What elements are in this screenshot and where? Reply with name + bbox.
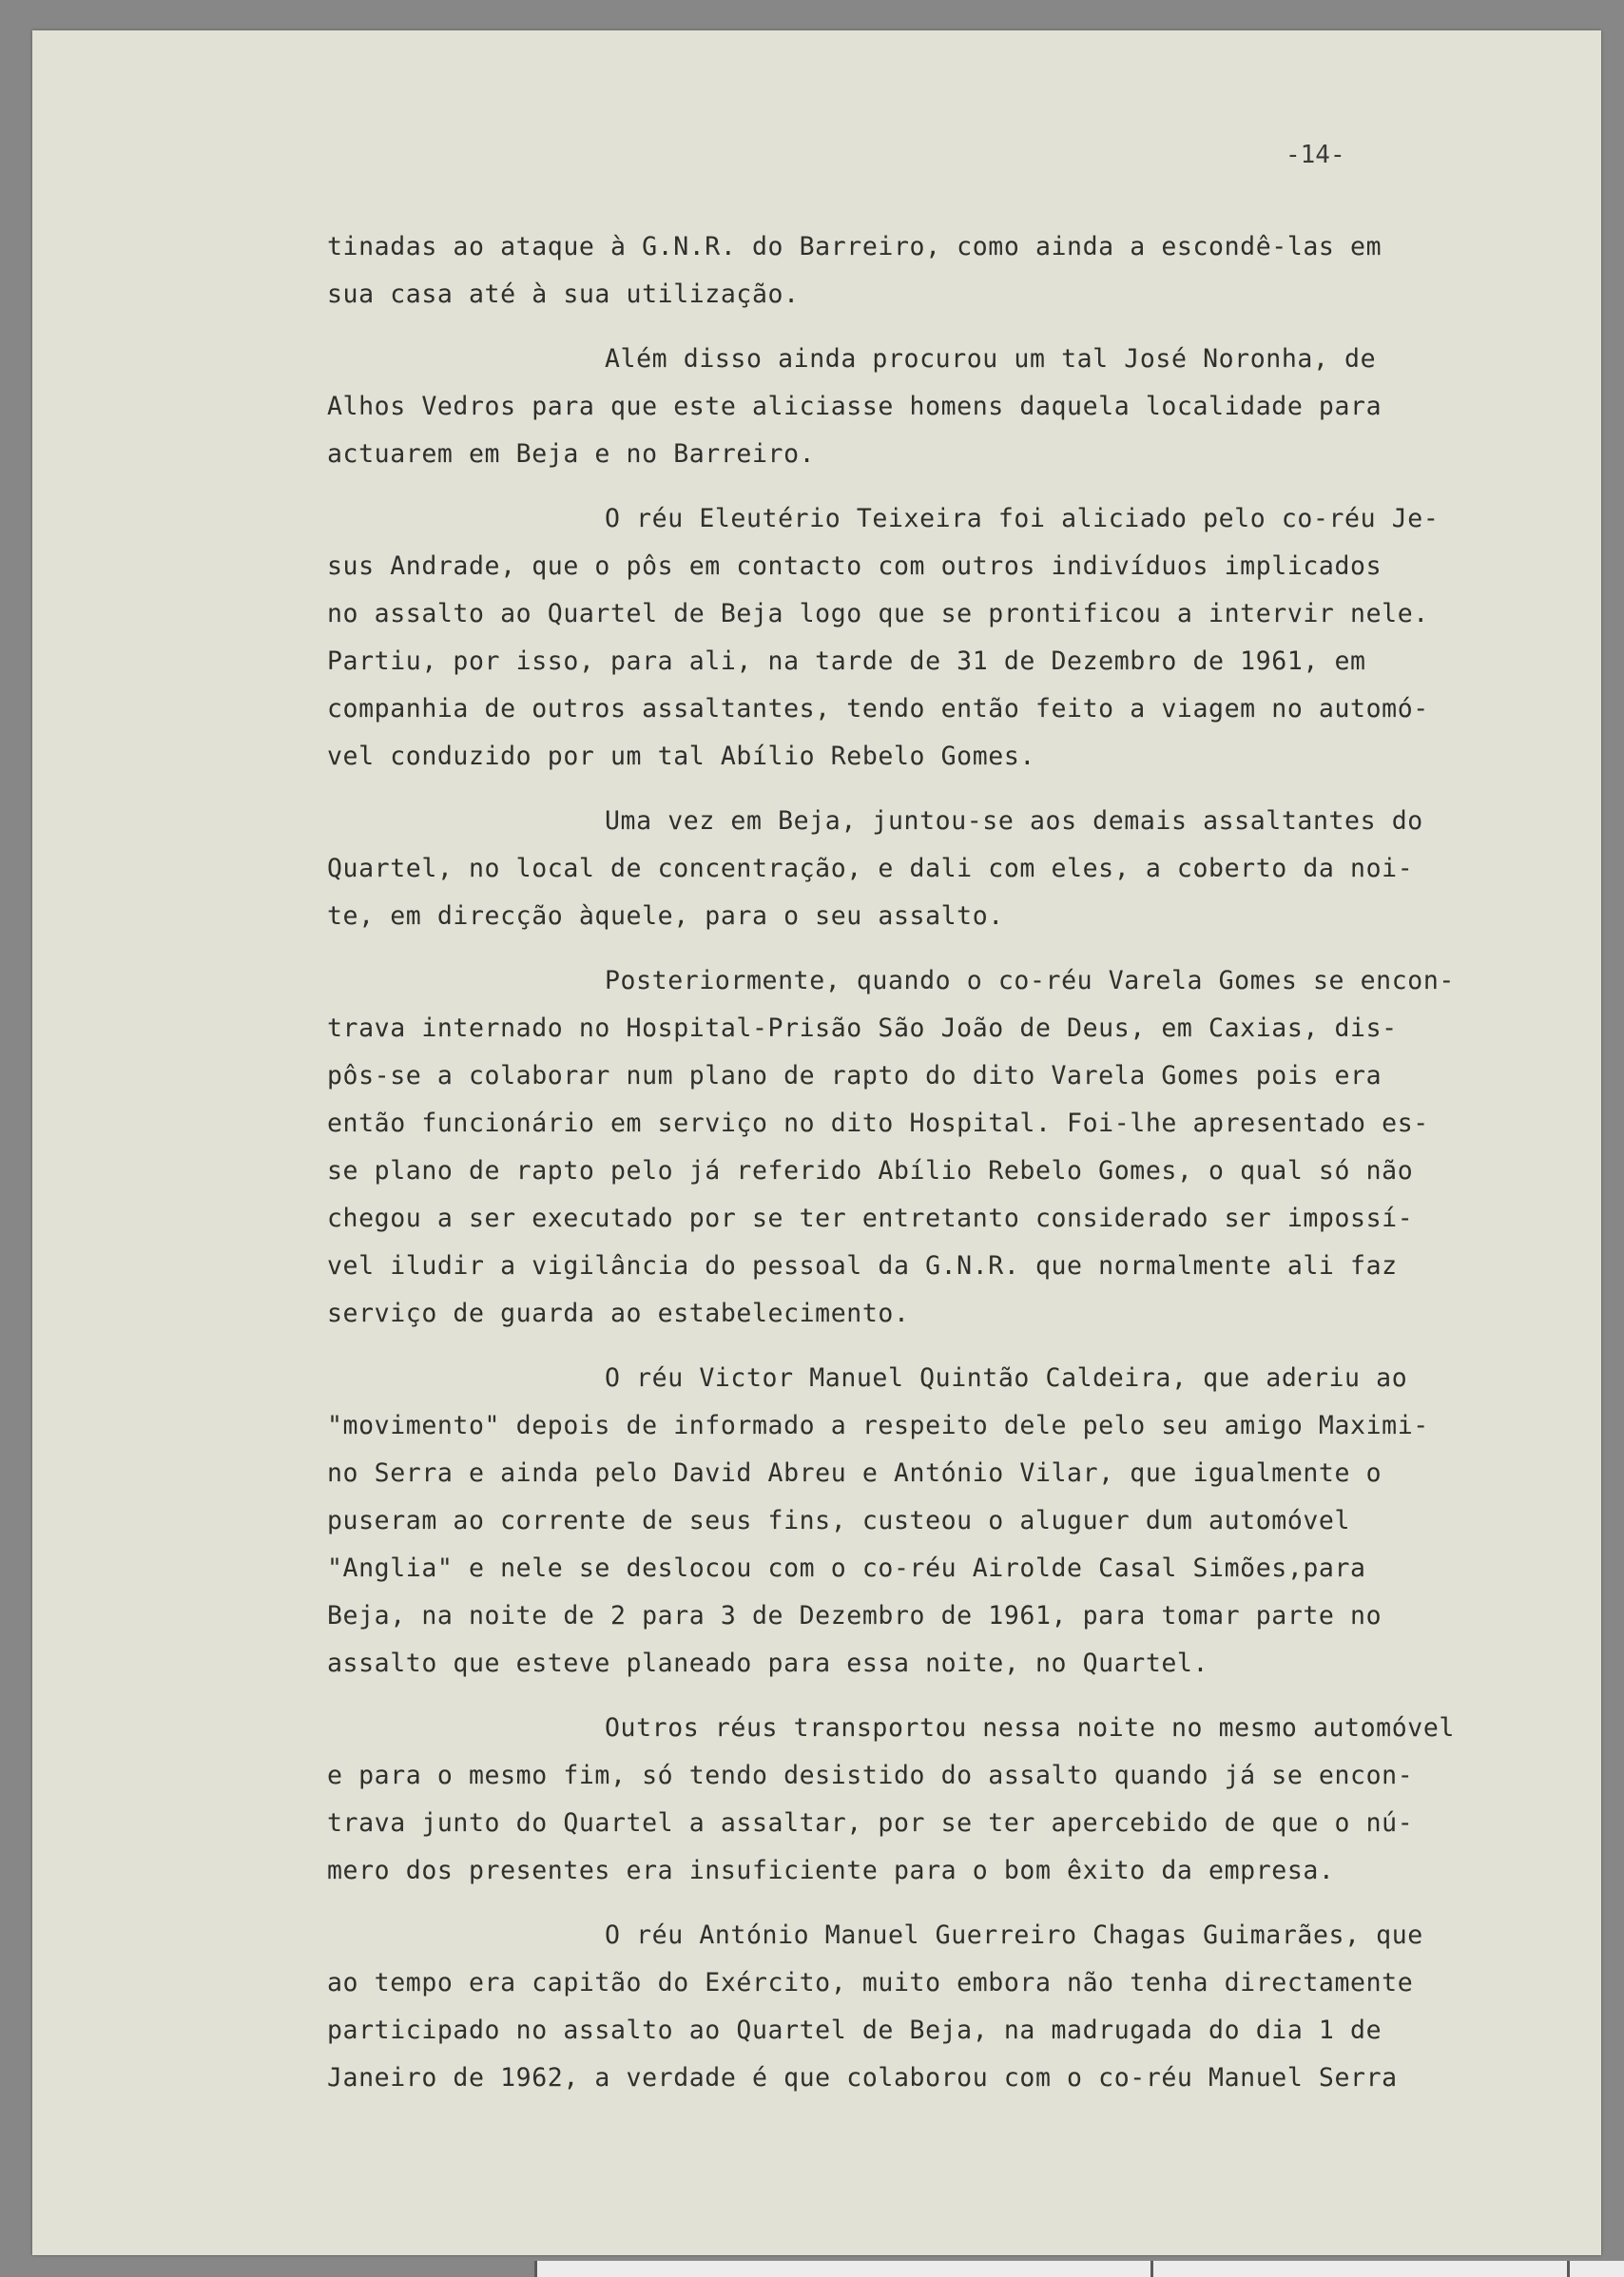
text-line: O réu Eleutério Teixeira foi aliciado pelo co-réu Je- xyxy=(605,504,1440,533)
text-line: então funcionário em serviço no dito Hospital. Foi-lhe apresentado es- xyxy=(327,1109,1429,1138)
text-line: Partiu, por isso, para ali, na tarde de 31 de Dezembro de 1961, em xyxy=(327,646,1366,676)
text-line: puseram ao corrente de seus fins, custeou o aluguer dum automóvel xyxy=(327,1506,1351,1535)
text-line: Além disso ainda procurou um tal José Noronha, de xyxy=(605,344,1377,374)
text-line: vel conduzido por um tal Abílio Rebelo Gomes. xyxy=(327,742,1035,771)
text-line: Quartel, no local de concentração, e dali com eles, a coberto da noi- xyxy=(327,854,1414,883)
text-line: mero dos presentes era insuficiente para o bom êxito da empresa. xyxy=(327,1856,1335,1885)
text-line: chegou a ser executado por se ter entretanto considerado ser impossí- xyxy=(327,1204,1414,1233)
text-line: e para o mesmo fim, só tendo desistido do assalto quando já se encon- xyxy=(327,1761,1414,1790)
text-line: se plano de rapto pelo já referido Abílio Rebelo Gomes, o qual só não xyxy=(327,1156,1414,1186)
scale-ruler xyxy=(534,2261,1624,2277)
text-line: Janeiro de 1962, a verdade é que colaborou com o co-réu Manuel Serra xyxy=(327,2063,1398,2093)
text-line: "Anglia" e nele se deslocou com o co-réu Airolde Casal Simões,para xyxy=(327,1553,1366,1583)
text-line: Alhos Vedros para que este aliciasse homens daquela localidade para xyxy=(327,392,1382,421)
text-line: Beja, na noite de 2 para 3 de Dezembro de 1961, para tomar parte no xyxy=(327,1601,1382,1631)
text-line: vel iludir a vigilância do pessoal da G.N.R. que normalmente ali faz xyxy=(327,1251,1398,1281)
text-line: O réu Victor Manuel Quintão Caldeira, que aderiu ao xyxy=(605,1363,1408,1393)
text-line: sua casa até à sua utilização. xyxy=(327,280,800,309)
page-number: -14- xyxy=(1286,141,1345,169)
text-line: trava junto do Quartel a assaltar, por se ter apercebido de que o nú- xyxy=(327,1808,1414,1838)
text-line: no assalto ao Quartel de Beja logo que se prontificou a intervir nele. xyxy=(327,599,1429,628)
text-line: companhia de outros assaltantes, tendo então feito a viagem no automó- xyxy=(327,694,1429,724)
text-line: tinadas ao ataque à G.N.R. do Barreiro, como ainda a escondê-las em xyxy=(327,232,1382,261)
document-page xyxy=(32,30,1601,2255)
text-line: trava internado no Hospital-Prisão São João de Deus, em Caxias, dis- xyxy=(327,1013,1398,1043)
text-line: ao tempo era capitão do Exército, muito embora não tenha directamente xyxy=(327,1968,1414,1997)
text-line: sus Andrade, que o pôs em contacto com outros indivíduos implicados xyxy=(327,551,1382,581)
text-line: no Serra e ainda pelo David Abreu e António Vilar, que igualmente o xyxy=(327,1458,1382,1488)
text-line: te, em direcção àquele, para o seu assalto. xyxy=(327,901,1004,931)
text-line: Uma vez em Beja, juntou-se aos demais assaltantes do xyxy=(605,806,1423,836)
text-line: actuarem em Beja e no Barreiro. xyxy=(327,439,816,469)
text-line: O réu António Manuel Guerreiro Chagas Guimarães, que xyxy=(605,1920,1423,1950)
text-line: Posteriormente, quando o co-réu Varela Gomes se encon- xyxy=(605,966,1455,995)
text-line: "movimento" depois de informado a respeito dele pelo seu amigo Maximi- xyxy=(327,1411,1429,1440)
text-line: assalto que esteve planeado para essa noite, no Quartel. xyxy=(327,1649,1209,1678)
text-line: Outros réus transportou nessa noite no mesmo automóvel xyxy=(605,1713,1455,1743)
text-line: serviço de guarda ao estabelecimento. xyxy=(327,1299,910,1328)
text-line: participado no assalto ao Quartel de Beja, na madrugada do dia 1 de xyxy=(327,2016,1382,2045)
text-line: pôs-se a colaborar num plano de rapto do dito Varela Gomes pois era xyxy=(327,1061,1382,1090)
